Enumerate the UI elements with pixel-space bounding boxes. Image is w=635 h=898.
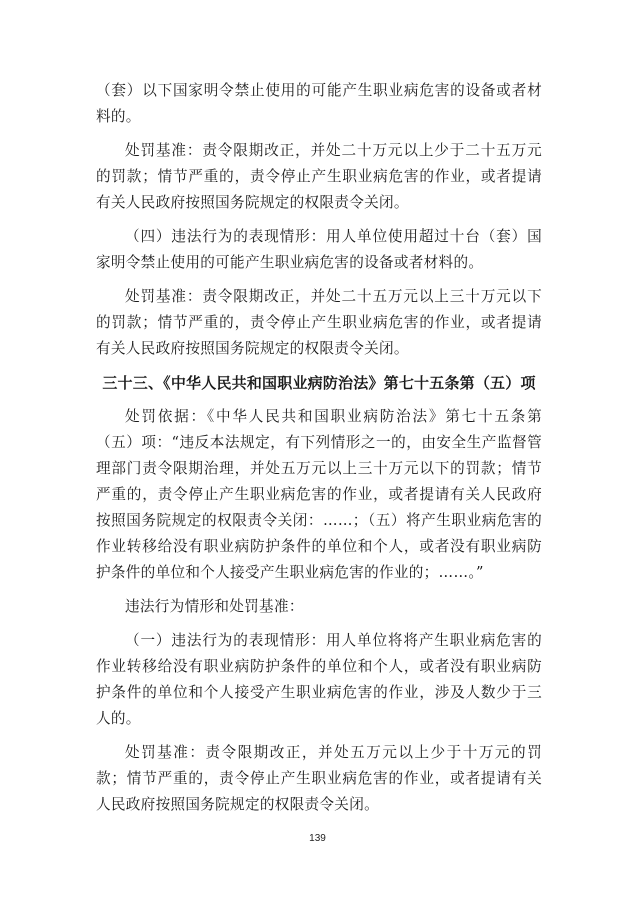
paragraph: 违法行为情形和处罚基准： xyxy=(125,598,304,615)
paragraph: 处罚基准：责令限期改正，并处二十五万元以上三十万元以下的罚款；情节严重的，责令停止产生职业病危害的作业，或者提请有关人民政府按照国务院规定的权限责令关闭。 xyxy=(96,288,542,357)
paragraph: 处罚依据：《中华人民共和国职业病防治法》第七十五条第（五）项：“违反本法规定，有下列情形之一的，由安全生产监督管理部门责令限期治理，并处五万元以上三十万元以下的罚款；情节严重的，责令停止产生职业病危害的作业，或者提请有关人民政府按照国务院规定的权限责令关闭：……；（五）将产生职业病危害的作业转移给没有职业病防护条件的单位和个人，或者没有职业病防护条件的单位和个人接受产生职业病危害的作业的；……。” xyxy=(96,408,542,581)
paragraph: （四）违法行为的表现情形：用人单位使用超过十台（套）国家明令禁止使用的可能产生职业病危害的设备或者材料的。 xyxy=(96,228,542,271)
paragraph: （一）违法行为的表现情形：用人单位将将产生职业病危害的作业转移给没有职业病防护条件的单位和个人，或者没有职业病防护条件的单位和个人接受产生职业病危害的作业，涉及人数少于三人的。 xyxy=(96,632,542,727)
page-body xyxy=(96,78,542,826)
paragraph: 处罚基准：责令限期改正，并处二十万元以上少于二十五万元的罚款；情节严重的，责令停止产生职业病危害的作业，或者提请有关人民政府按照国务院规定的权限责令关闭。 xyxy=(96,142,542,211)
section-heading: 三十三、《中华人民共和国职业病防治法》第七十五条第（五）项 xyxy=(102,374,536,392)
paragraph: 处罚基准：责令限期改正，并处五万元以上少于十万元的罚款；情节严重的，责令停止产生职业病危害的作业，或者提请有关人民政府按照国务院规定的权限责令关闭。 xyxy=(96,744,542,813)
paragraph: （套）以下国家明令禁止使用的可能产生职业病危害的设备或者材料的。 xyxy=(96,82,542,125)
page-number: 139 xyxy=(309,833,326,844)
